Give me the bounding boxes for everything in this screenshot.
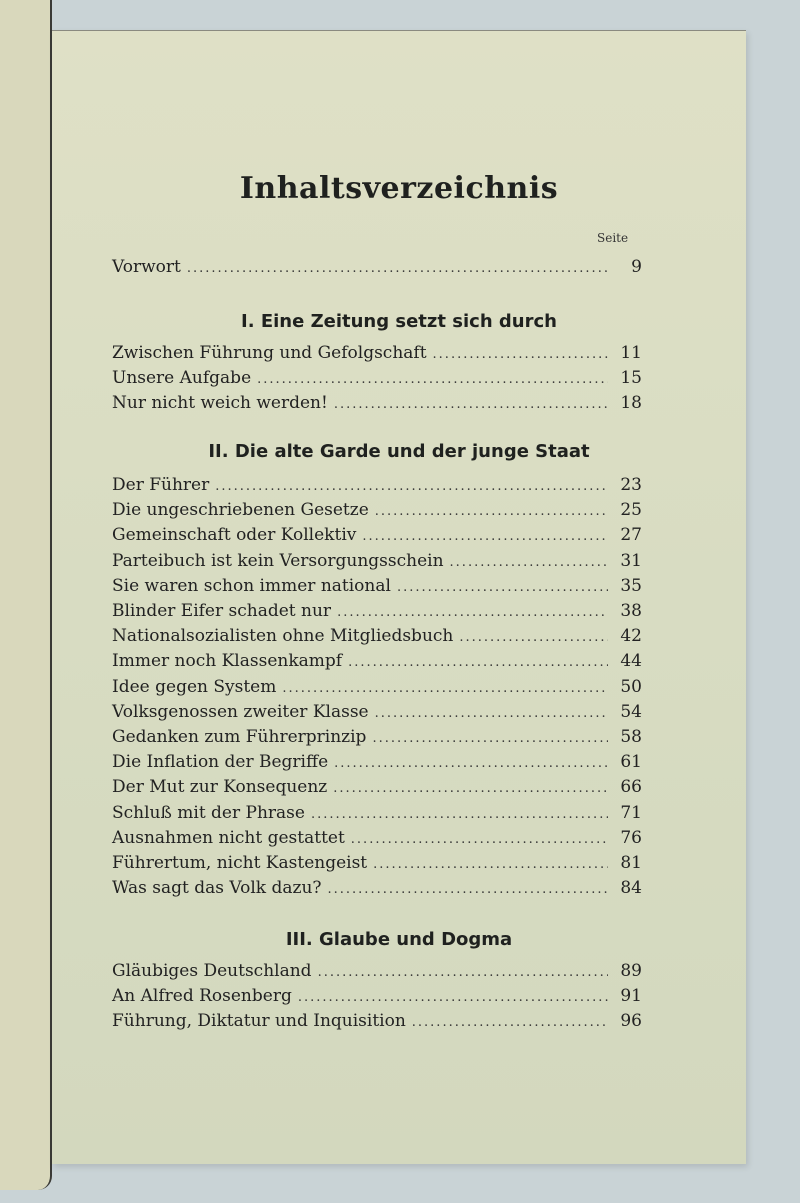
toc-entry: Sie waren schon immer national ..... 35 [112, 576, 642, 600]
toc-entry: Nationalsozialisten ohne Mitgliedsbuch ..... 42 [112, 626, 642, 650]
toc-entry: Unsere Aufgabe ..... 15 [112, 368, 642, 392]
section-heading: III. Glaube und Dogma [285, 929, 513, 950]
toc-entry: Der Mut zur Konsequenz ..... 66 [112, 777, 642, 801]
toc-entry: Parteibuch ist kein Versorgungsschein ..... 31 [112, 551, 642, 575]
book-cover-edge [0, 0, 52, 1190]
toc-entry: Der Führer ..... 23 [112, 475, 642, 499]
toc-entry: Führung, Diktatur und Inquisition ..... 96 [112, 1011, 642, 1035]
toc-entry: Gläubiges Deutschland ..... 89 [112, 961, 642, 985]
toc-entry: Gemeinschaft oder Kollektiv ..... 27 [112, 525, 642, 549]
toc-entry: Idee gegen System ..... 50 [112, 677, 642, 701]
toc-entry: Nur nicht weich werden! ..... 18 [112, 393, 642, 417]
toc-entry: Zwischen Führung und Gefolgschaft ..... 11 [112, 343, 642, 367]
toc-entry: Führertum, nicht Kastengeist ..... 81 [112, 853, 642, 877]
toc-entry: Was sagt das Volk dazu? ..... 84 [112, 878, 642, 902]
book-page [52, 30, 746, 1164]
toc-entry-foreword: Vorwort ..... 9 [112, 257, 642, 281]
toc-entry: Ausnahmen nicht gestattet ..... 76 [112, 828, 642, 852]
section-heading: I. Eine Zeitung setzt sich durch [241, 311, 557, 332]
toc-entry: Schluß mit der Phrase ..... 71 [112, 803, 642, 827]
toc-entry: Blinder Eifer schadet nur ..... 38 [112, 601, 642, 625]
page-column-label: Seite [597, 231, 629, 245]
page-title: Inhaltsverzeichnis [239, 171, 559, 206]
toc-entry: Die ungeschriebenen Gesetze ..... 25 [112, 500, 642, 524]
section-heading: II. Die alte Garde und der junge Staat [208, 441, 590, 462]
toc-entry: Volksgenossen zweiter Klasse ..... 54 [112, 702, 642, 726]
toc-entry: Die Inflation der Begriffe ..... 61 [112, 752, 642, 776]
toc-entry: An Alfred Rosenberg ..... 91 [112, 986, 642, 1010]
toc-entry: Immer noch Klassenkampf ..... 44 [112, 651, 642, 675]
toc-entry: Gedanken zum Führerprinzip ..... 58 [112, 727, 642, 751]
